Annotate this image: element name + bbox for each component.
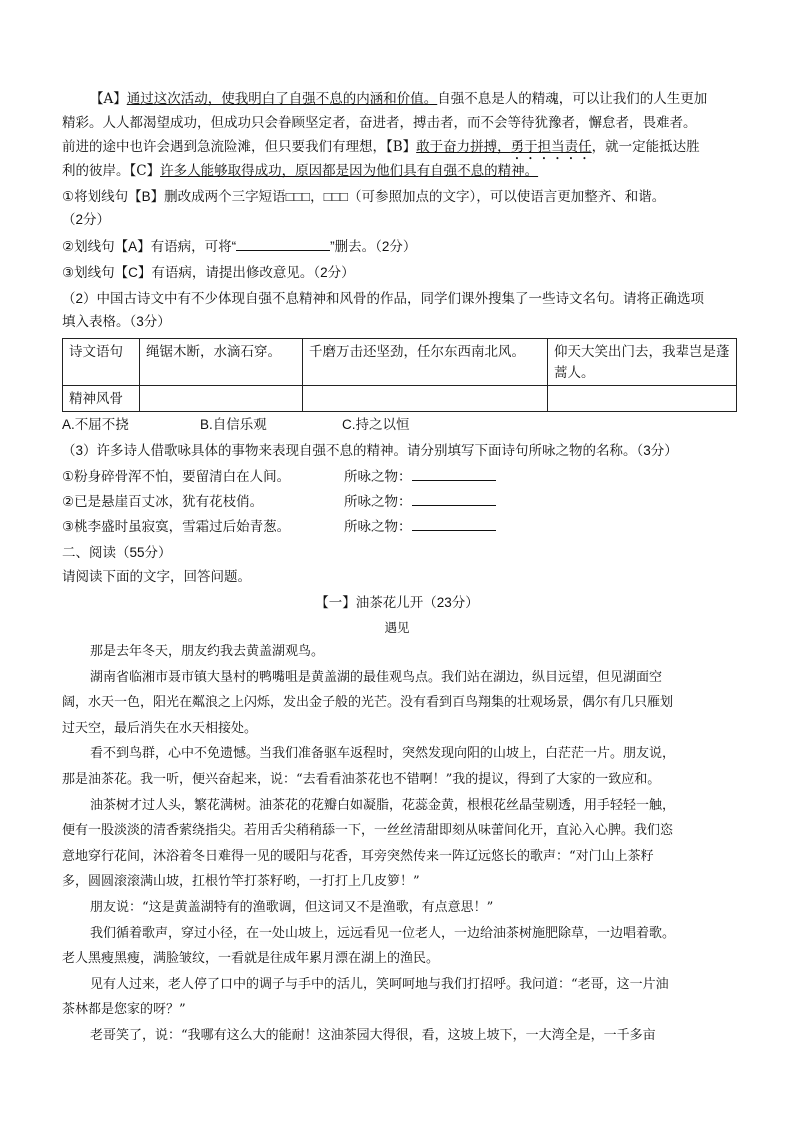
poem-table — [62, 338, 737, 412]
poem-text: ①粉身碎骨浑不怕，要留清白在人间。 — [62, 469, 291, 484]
article-line: 意地穿行花间，沐浴着冬日难得一见的暖阳与花香，耳旁突然传来一阵辽远悠长的歌声：“对门山上茶籽 — [62, 849, 654, 864]
part-title: 【一】油茶花儿开（23分） — [315, 595, 479, 610]
underlined-sentence-b-part1: 敢于奋力拼搏， — [416, 139, 511, 155]
article-title: 遇见 — [384, 620, 410, 635]
answer-blank[interactable] — [412, 516, 496, 531]
label-c: 【C】 — [129, 163, 161, 179]
poem-item-3 — [62, 516, 732, 538]
passage-text: ，就一定能抵达胜 — [591, 139, 700, 155]
passage-line-2: 精彩。人人都渴望成功，但成功只会眷顾坚定者，奋进者，搏击者，而不会等待犹豫者，懈怠者，畏难者。 — [62, 115, 697, 131]
table-cell-quote-1: 绳锯木断，水滴石穿。 — [140, 339, 303, 386]
table-cell-quote-3: 仰天大笑出门去，我辈岂是蓬蒿人。 — [548, 339, 737, 386]
article-line: 油茶树才过人头，繁花满树。油茶花的花瓣白如凝脂，花蕊金黄，根根花丝晶莹剔透，用手轻轻一触， — [90, 798, 676, 813]
article-line: 便有一股淡淡的清香萦绕指尖。若用舌尖稍稍舔一下，一丝丝清甜即刻从味蕾间化开，直沁入心脾。我们恣 — [62, 823, 674, 838]
article-line: 我们循着歌声，穿过小径，在一处山坡上，远远看见一位老人，一边给油茶树施肥除草，一边唱着歌。 — [90, 926, 676, 941]
passage-line-4 — [62, 160, 732, 182]
article-line: 过天空，最后消失在水天相接处。 — [62, 721, 258, 736]
question-2 — [62, 236, 732, 258]
article-line: 湖南省临湘市聂市镇大垦村的鸭嘴咀是黄盖湖的最佳观鸟点。我们站在湖边，纵目远望，但见湖面空 — [90, 670, 663, 685]
section2-intro-line1: （2）中国古诗文中有不少体现自强不息精神和风骨的作品，同学们课外搜集了一些诗文名句。请将正确选项 — [62, 291, 705, 306]
article-line: 老哥笑了，说：“我哪有这么大的能耐！这油茶园大得很，看，这坡上坡下，一大湾全是，一千多亩 — [90, 1028, 656, 1043]
label-a: 【A】 — [90, 91, 127, 107]
article-line: 看不到鸟群，心中不免遗憾。当我们准备驱车返程时，突然发现向阳的山坡上，白茫茫一片。朋友说， — [90, 746, 676, 761]
table-cell-quote-2: 千磨万击还坚劲，任尔东西南北风。 — [303, 339, 548, 386]
section3-intro: （3）许多诗人借歌咏具体的事物来表现自强不息的精神。请分别填写下面诗句所咏之物的名称。（3分） — [62, 443, 678, 458]
article-line: 那是去年冬天，朋友约我去黄盖湖观鸟。 — [90, 644, 325, 659]
option-a: A.不屈不挠 — [62, 417, 129, 432]
reading-instruction: 请阅读下面的文字，回答问题。 — [62, 569, 251, 584]
article-line: 多，圆圆滚滚满山坡，扛根竹竿打茶籽哟，一打打上几皮箩！” — [62, 874, 420, 889]
option-b: B.自信乐观 — [200, 417, 267, 432]
answer-blank[interactable] — [236, 236, 330, 251]
reading-section-title: 二、阅读（55分） — [62, 545, 172, 560]
passage-text: 自强不息是人的精魂，可以让我们的人生更加 — [437, 91, 708, 107]
table-answer-cell-3[interactable] — [548, 386, 737, 412]
passage-text: 前进的途中也许会遇到急流险滩，但只要我们有理想， — [62, 139, 386, 155]
answer-blank[interactable] — [412, 491, 496, 506]
underlined-sentence-c: 许多人能够取得成功，原因都是因为他们具有自强不息的精神。 — [160, 163, 539, 179]
question-2-text: ②划线句【A】有语病，可将“ — [62, 239, 237, 254]
poem-text: ③桃李盛时虽寂寞，雪霜过后始青葱。 — [62, 519, 291, 534]
underlined-dotted-sentence-b-part2: 勇于担当责任 — [510, 139, 592, 155]
article-line: 老人黑瘦黑瘦，满脸皱纹，一看就是往成年累月漂在湖上的渔民。 — [62, 951, 440, 966]
passage-text: 利的彼岸。 — [62, 163, 130, 179]
question-1: ①将划线句【B】删改成两个三字短语□□□，□□□（可参照加点的文字），可以使语言更加整齐、和谐。 — [62, 189, 666, 204]
article-line: 阔，水天一色，阳光在粼浪之上闪烁，发出金子般的光芒。没有看到百鸟翔集的壮观场景，偶尔有几只雁划 — [62, 695, 674, 710]
table-header-spirit: 精神风骨 — [63, 386, 140, 412]
option-c: C.持之以恒 — [342, 417, 410, 432]
question-3: ③划线句【C】有语病，请提出修改意见。（2分） — [62, 265, 355, 280]
article-line: 茶林都是您家的呀？” — [62, 1002, 186, 1017]
article-line: 见有人过来，老人停了口中的调子与手中的活儿，笑呵呵地与我们打招呼。我问道：“老哥，这一片油 — [90, 977, 669, 992]
section2-intro-line2: 填入表格。（3分） — [62, 314, 171, 329]
table-header-quote: 诗文语句 — [63, 339, 140, 386]
article-line: 朋友说：“这是黄盖湖特有的渔歌调，但这词又不是渔歌，有点意思！” — [90, 900, 494, 915]
answer-label: 所咏之物： — [344, 494, 412, 509]
article-line: 那是油茶花。我一听，便兴奋起来，说：“去看看油茶花也不错啊！”我的提议，得到了大家的一致应和。 — [62, 772, 661, 787]
label-b: 【B】 — [386, 139, 417, 155]
passage-line-1 — [90, 88, 732, 110]
table-answer-cell-1[interactable] — [140, 386, 303, 412]
answer-label: 所咏之物： — [344, 519, 412, 534]
question-2-tail: ”删去。（2分） — [330, 239, 417, 254]
underlined-sentence-a: 通过这次活动，使我明白了自强不息的内涵和价值。 — [126, 91, 438, 107]
poem-item-1 — [62, 466, 732, 488]
passage-line-3 — [62, 136, 732, 163]
question-1-score: （2分） — [62, 212, 111, 227]
poem-text: ②已是悬崖百丈冰，犹有花枝俏。 — [62, 494, 264, 509]
answer-label: 所咏之物： — [344, 469, 412, 484]
options-row — [62, 414, 732, 436]
answer-blank[interactable] — [412, 466, 496, 481]
poem-item-2 — [62, 491, 732, 513]
table-answer-cell-2[interactable] — [303, 386, 548, 412]
